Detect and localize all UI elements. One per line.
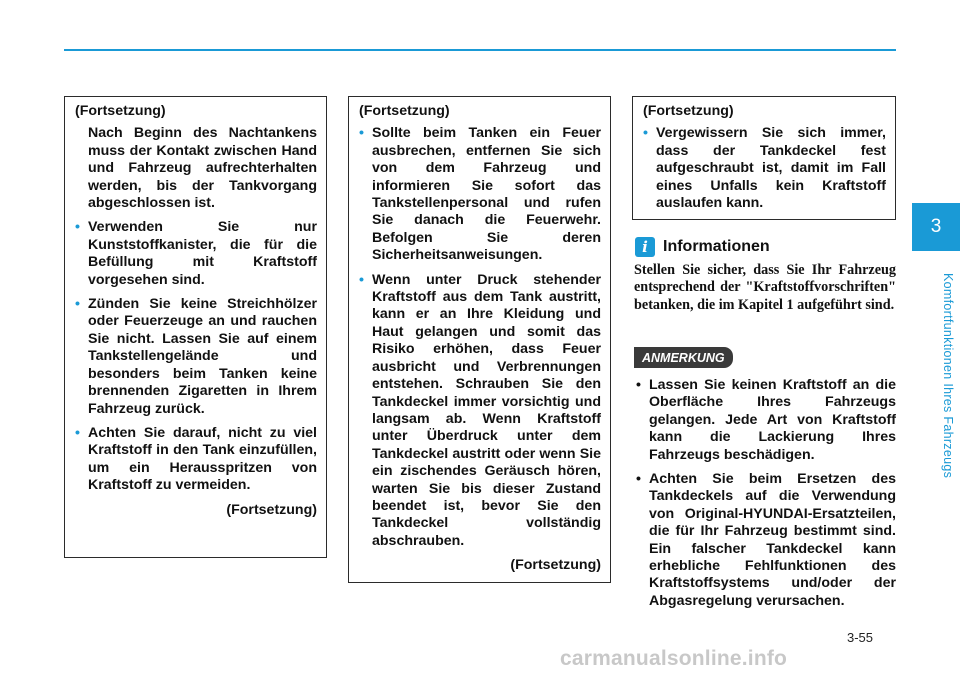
page-number: 3-55 (847, 630, 874, 645)
list-item: • Vergewissern Sie sich immer, dass der Tankdeckel fest aufgeschraubt ist, damit im Fall eines Unfalls kein Kraftstoff auslaufen kann. (643, 125, 886, 212)
paragraph: Nach Beginn des Nachtankens muss der Kontakt zwischen Hand und Fahrzeug aufrechterhalten werden, bis der Tankvorgang abgeschlossen ist. (88, 125, 317, 212)
continued-label-bottom: (Fortsetzung) (226, 501, 317, 518)
chapter-tab: 3 (912, 203, 960, 251)
continued-label: (Fortsetzung) (75, 103, 166, 119)
info-text: Stellen Sie sicher, dass Sie Ihr Fahrzeug entsprechend der "Kraftstoffvorschriften" betanken, die im Kapitel 1 aufgeführt sind. (634, 262, 896, 313)
bullet-list (75, 219, 317, 494)
warning-box-2 (348, 96, 611, 583)
list-item: • Achten Sie darauf, nicht zu viel Kraftstoff in den Tank einzufüllen, um ein Herausspritzen von Kraftstoff zu vermeiden. (75, 425, 317, 495)
notice-badge: ANMERKUNG (634, 347, 733, 368)
bullet-list (359, 125, 601, 550)
list-item: • Wenn unter Druck stehender Kraftstoff aus dem Tank austritt, kann er an Ihre Kleidung und Haut gelangen und somit das Risiko erhöhen, dass Feuer ausbricht und Verbrennungen entstehen. Schrauben Sie den Tankdeckel immer vorsichtig und langsam ab. Wenn Kraftstoff unter Überdruck unter dem Tankdeckel austritt oder wenn Sie ein zischendes Geräusch hören, warten Sie bis dieser Zustand beendet ist, bevor Sie den Tankdeckel vollständig abschrauben. (359, 272, 601, 551)
info-icon: i (635, 237, 655, 257)
list-item: • Verwenden Sie nur Kunststoffkanister, die für die Befüllung mit Kraftstoff vorgesehen sind. (75, 219, 317, 289)
watermark: carmanualsonline.info (560, 647, 788, 670)
info-title: Informationen (663, 238, 770, 255)
list-item: • Sollte beim Tanken ein Feuer ausbrechen, entfernen Sie sich von dem Fahrzeug und informieren Sie sofort das Tankstellenpersonal und rufen Sie danach die Feuerwehr. Befolgen Sie deren Sicherheitsanweisungen. (359, 125, 601, 264)
continued-label-bottom: (Fortsetzung) (510, 557, 601, 574)
top-rule (64, 49, 896, 51)
info-heading (635, 236, 770, 258)
warning-box-1 (64, 96, 327, 558)
continued-label: (Fortsetzung) (643, 103, 734, 119)
continued-label: (Fortsetzung) (359, 103, 450, 119)
warning-box-3 (632, 96, 896, 220)
bullet-list (643, 125, 886, 212)
list-item: • Zünden Sie keine Streichhölzer oder Feuerzeuge an und rauchen Sie nicht. Lassen Sie auf einem Tankstellengelände und besonders beim Tanken keine brennenden Zigaretten in Ihrem Fahrzeug zurück. (75, 296, 317, 418)
notice-list (634, 377, 896, 617)
chapter-title: Komfortfunktionen Ihres Fahrzeugs (941, 273, 955, 479)
list-item: • Achten Sie beim Ersetzen des Tankdeckels auf die Verwendung von Original-HYUNDAI-Ersatzteilen, die für Ihr Fahrzeug bestimmt sind. Ein falscher Tankdeckel kann erhebliche Fehlfunktionen des Kraftstoffsystems und/oder der Abgasregelung verursachen. (634, 471, 896, 610)
list-item: • Lassen Sie keinen Kraftstoff an die Oberfläche Ihres Fahrzeugs gelangen. Jede Art von Kraftstoff kann die Lackierung Ihres Fahrzeugs beschädigen. (634, 377, 896, 464)
